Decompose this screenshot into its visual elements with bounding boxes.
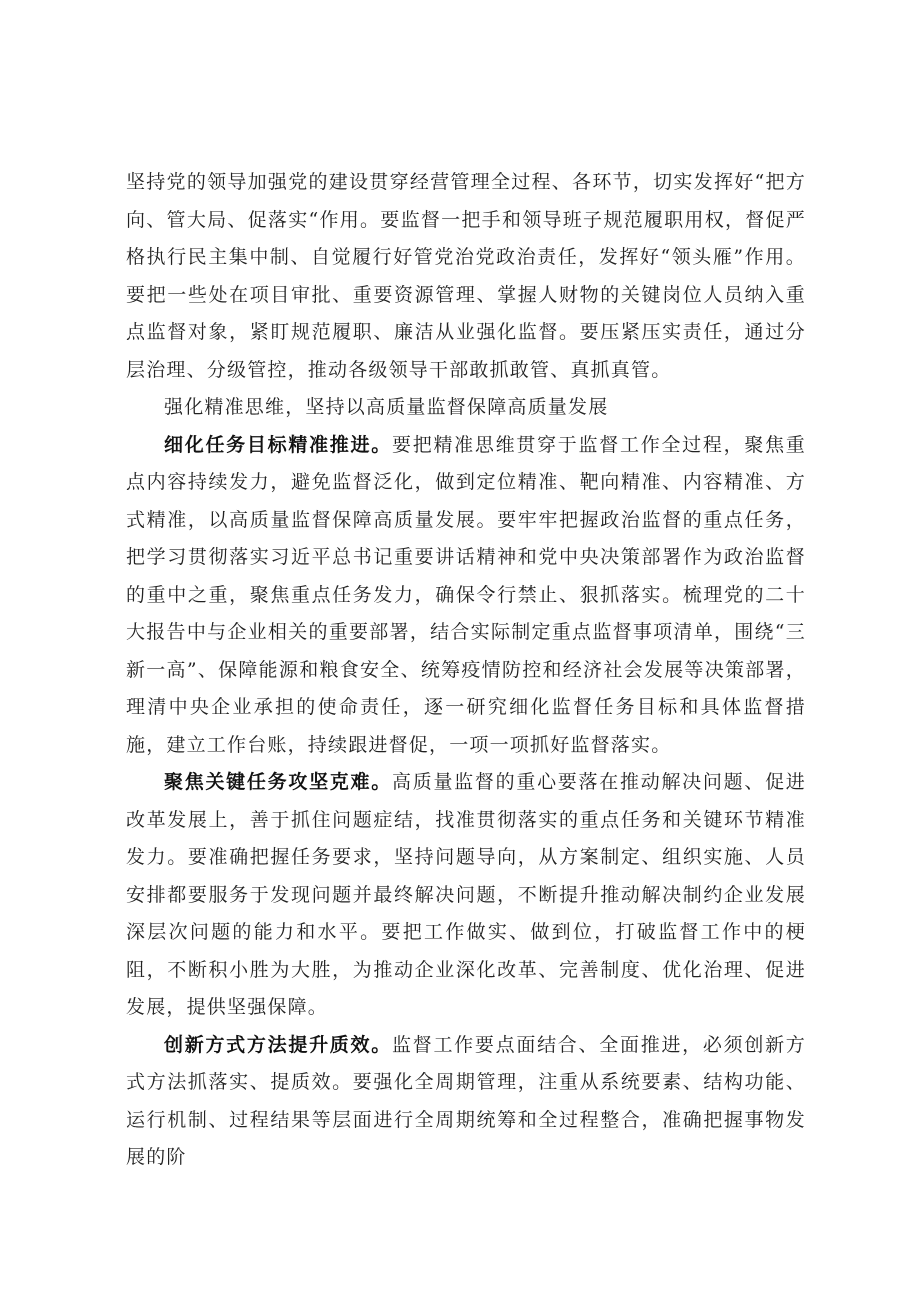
- paragraph-2-lead: 细化任务目标精准推进。: [164, 433, 392, 456]
- paragraph-3-lead: 聚焦关键任务攻坚克难。: [164, 771, 392, 793]
- paragraph-4-lead: 创新方式方法提升质效。: [164, 1033, 392, 1056]
- paragraph-2: [126, 427, 806, 765]
- section-heading-text: 强化精准思维，坚持以高质量监督保障高质量发展: [164, 396, 609, 418]
- paragraph-2-body: 要把精准思维贯穿于监督工作全过程，聚焦重点内容持续发力，避免监督泛化，做到定位精准、靶向精准、内容精准、方式精准，以高质量监督保障高质量发展。要牢牢把握政治监督的重点任务，把学习贯彻落实习近平总书记重要讲话精神和党中央决策部署作为政治监督的重中之重，聚焦重点任务发力，确保令行禁止、狠抓落实。梳理党的二十大报告中与企业相关的重要部署，结合实际制定重点监督事项清单，围绕“三新一高”、保障能源和粮食安全、统筹疫情防控和经济社会发展等决策部署，理清中央企业承担的使命责任，逐一研究细化监督任务目标和具体监督措施，建立工作台账，持续跟进督促，一项一项抓好监督落实。: [126, 433, 806, 756]
- document-body: [126, 164, 806, 1177]
- paragraph-4: [126, 1027, 806, 1177]
- paragraph-1-text: 坚持党的领导加强党的建设贯穿经营管理全过程、各环节，切实发挥好“把方向、管大局、促落实“作用。要监督一把手和领导班子规范履职用权，督促严格执行民主集中制、自觉履行好管党治党政治责任，发挥好“领头雁”作用。要把一些处在项目审批、重要资源管理、掌握人财物的关键岗位人员纳入重点监督对象，紧盯规范履职、廉洁从业强化监督。要压紧压实责任，通过分层治理、分级管控，推动各级领导干部敢抓敢管、真抓真管。: [126, 171, 806, 381]
- paragraph-1: [126, 164, 806, 389]
- paragraph-3: [126, 764, 806, 1027]
- section-heading: [126, 389, 806, 427]
- paragraph-3-body: 高质量监督的重心要落在推动解决问题、促进改革发展上，善于抓住问题症结，找准贯彻落实的重点任务和关键环节精准发力。要准确把握任务要求，坚持问题导向，从方案制定、组织实施、人员安排都要服务于发现问题并最终解决问题，不断提升推动解决制约企业发展深层次问题的能力和水平。要把工作做实、做到位，打破监督工作中的梗阻，不断积小胜为大胜，为推动企业深化改革、完善制度、优化治理、促进发展，提供坚强保障。: [126, 771, 806, 1018]
- paragraph-4-body: 监督工作要点面结合、全面推进，必须创新方式方法抓落实、提质效。要强化全周期管理，注重从系统要素、结构功能、运行机制、过程结果等层面进行全周期统筹和全过程整合，准确把握事物发展的阶: [126, 1033, 806, 1168]
